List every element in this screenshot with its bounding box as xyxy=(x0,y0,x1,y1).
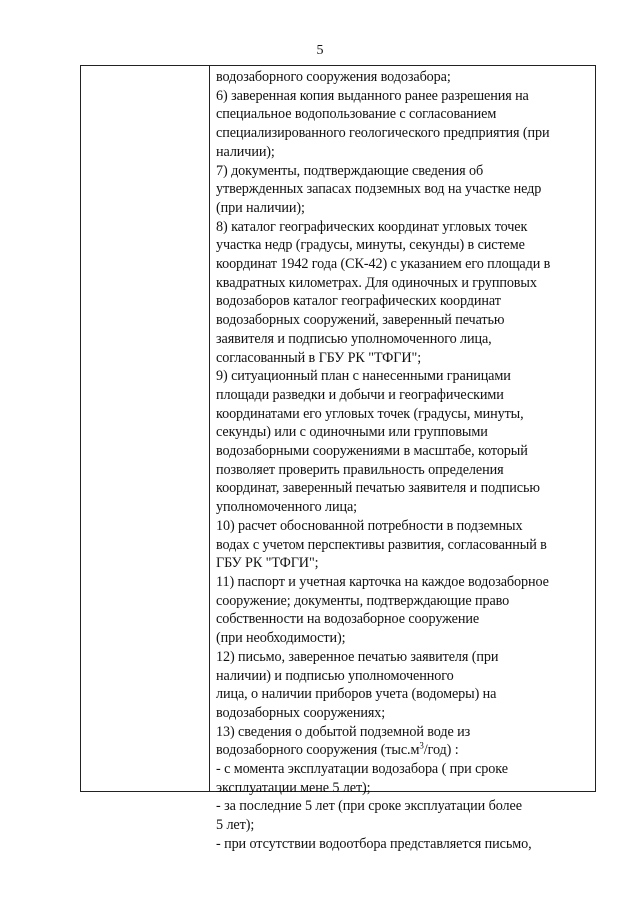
text-line: - с момента эксплуатации водозабора ( при сроке xyxy=(216,761,508,778)
text-line: - при отсутствии водоотбора представляется письмо, xyxy=(216,835,532,852)
text-line: водозаборного сооружения водозабора; xyxy=(216,69,451,85)
text-line: наличии) и подписью уполномоченного xyxy=(216,667,454,684)
text-line: заявителя и подписью уполномоченного лица, xyxy=(216,330,492,347)
text-line: водозаборными сооружениями в масштабе, который xyxy=(216,443,528,460)
text-line: согласованный в ГБУ РК "ТФГИ"; xyxy=(216,349,422,366)
text-line: водозаборов каталог географических координат xyxy=(216,293,501,310)
text-line: ГБУ РК "ТФГИ"; xyxy=(216,555,319,572)
text-line: 12) письмо, заверенное печатью заявителя (при xyxy=(216,648,499,665)
text-line: специальное водопользование с согласованием xyxy=(216,106,497,123)
left-empty-cell xyxy=(81,66,210,791)
document-table xyxy=(80,65,596,852)
text-line: (при необходимости); xyxy=(216,630,346,647)
text-line: секунды) или с одиночными или групповыми xyxy=(216,424,488,441)
text-line: уполномоченного лица; xyxy=(216,499,358,516)
text-line: 9) ситуационный план с нанесенными границами xyxy=(216,368,511,385)
text-line: 5 лет); xyxy=(216,817,255,834)
text-line: площади разведки и добычи и географическими xyxy=(216,386,504,403)
text-line: водозаборных сооружений, заверенный печатью xyxy=(216,312,505,329)
text-line: утвержденных запасах подземных вод на участке недр xyxy=(216,181,542,198)
text-line: участка недр (градусы, минуты, секунды) в системе xyxy=(216,237,525,254)
text-line: эксплуатации мене 5 лет); xyxy=(216,779,371,796)
text-line: сооружение; документы, подтверждающие право xyxy=(216,592,510,609)
text-line: специализированного геологического предприятия (при xyxy=(216,125,550,142)
page-number: 5 xyxy=(316,43,324,58)
unit-line-text: водозаборного сооружения (тыс.м xyxy=(216,742,420,759)
text-line-unit xyxy=(216,741,589,760)
text-line: квадратных километрах. Для одиночных и групповых xyxy=(216,274,537,291)
text-line: позволяет проверить правильность определения xyxy=(216,461,504,478)
text-line: координатами его угловых точек (градусы, минуты, xyxy=(216,405,524,422)
text-line: координат, заверенный печатью заявителя и подписью xyxy=(216,480,540,497)
text-line: - за последние 5 лет (при сроке эксплуатации более xyxy=(216,798,522,815)
text-line: водах с учетом перспективы развития, согласованный в xyxy=(216,536,547,553)
text-line: 13) сведения о добытой подземной воде из xyxy=(216,723,471,740)
text-line: наличии); xyxy=(216,143,275,160)
text-line: 8) каталог географических координат угловых точек xyxy=(216,218,528,235)
text-line: собственности на водозаборное сооружение xyxy=(216,611,480,628)
text-line: 7) документы, подтверждающие сведения об xyxy=(216,162,484,179)
text-line: координат 1942 года (СК-42) с указанием его площади в xyxy=(216,256,551,273)
requirements-text-cell xyxy=(210,66,595,852)
unit-suffix: /год) : xyxy=(423,742,459,759)
text-line: 11) паспорт и учетная карточка на каждое водозаборное xyxy=(216,573,549,590)
unit-superscript: 3 xyxy=(419,740,424,751)
text-line: лица, о наличии приборов учета (водомеры) на xyxy=(216,686,497,703)
text-line: (при наличии); xyxy=(216,199,305,216)
text-line: 6) заверенная копия выданного ранее разрешения на xyxy=(216,87,529,104)
text-line: 10) расчет обоснованной потребности в подземных xyxy=(216,517,523,534)
text-line: водозаборных сооружениях; xyxy=(216,704,386,721)
